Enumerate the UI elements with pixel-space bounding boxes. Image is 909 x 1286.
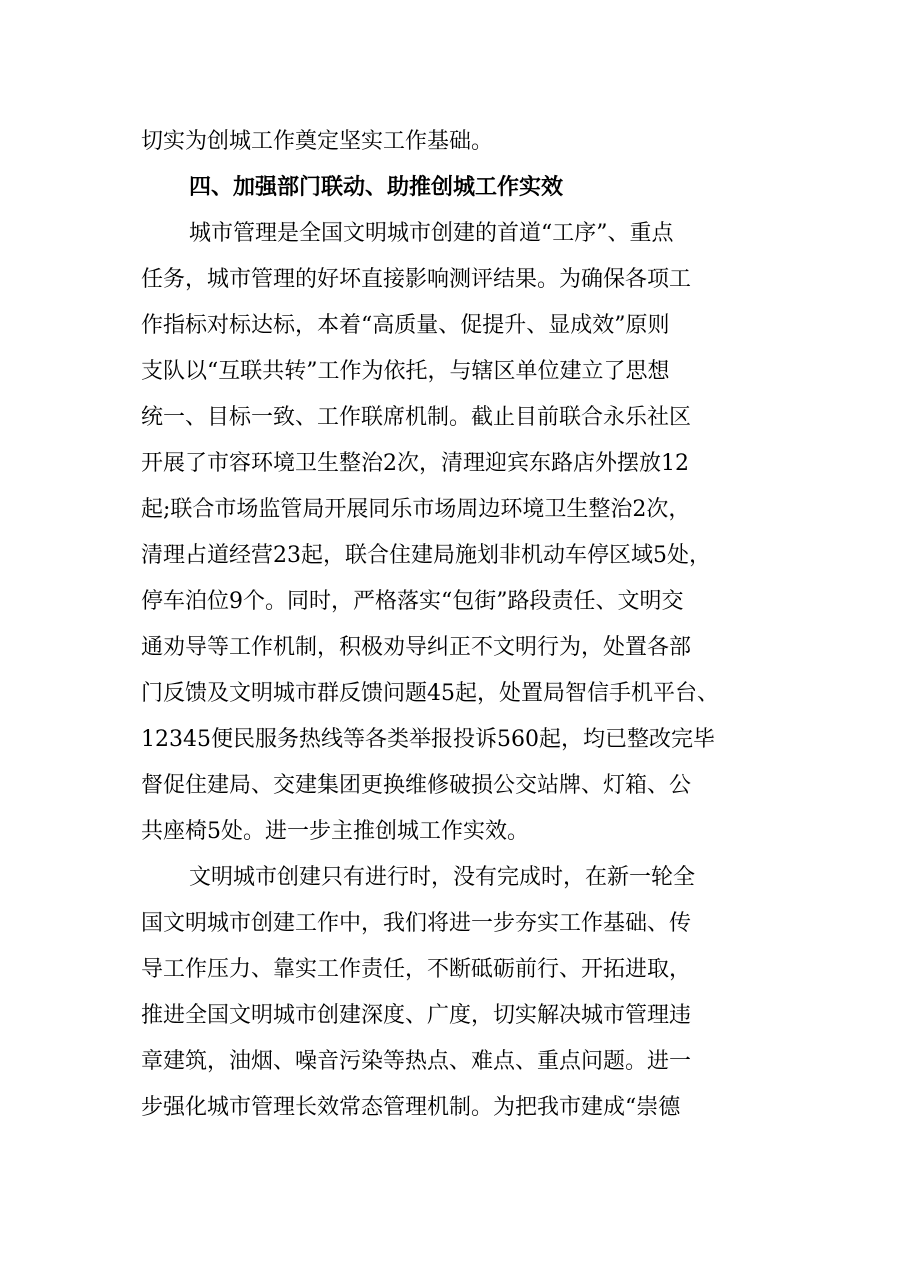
text-line: 任务，城市管理的好坏直接影响测评结果。为确保各项工: [141, 267, 692, 292]
text-line: 12345便民服务热线等各类举报投诉560起，均已整改完毕: [141, 727, 715, 752]
text-line: 国文明城市创建工作中，我们将进一步夯实工作基础、传: [141, 911, 692, 936]
text-line: 导工作压力、靠实工作责任，不断砥砺前行、开拓进取，: [141, 957, 692, 982]
text-line: 共座椅5处。进一步主推创城工作实效。: [141, 819, 529, 844]
text-line: 切实为创城工作奠定坚实工作基础。: [141, 129, 494, 154]
text-line: 统一、目标一致、工作联席机制。截止目前联合永乐社区: [141, 405, 692, 430]
text-line: 门反馈及文明城市群反馈问题45起，处置局智信手机平台、: [141, 681, 719, 706]
text-line: 开展了市容环境卫生整治2次，清理迎宾东路店外摆放12: [141, 451, 689, 476]
section-heading: 四、加强部门联动、助推创城工作实效: [189, 175, 564, 200]
text-line: 通劝导等工作机制，积极劝导纠正不文明行为，处置各部: [141, 635, 692, 660]
text-line: 起;联合市场监管局开展同乐市场周边环境卫生整治2次，: [141, 497, 691, 522]
text-line: 停车泊位9个。同时，严格落实“包街”路段责任、文明交: [141, 589, 684, 614]
text-line: 督促住建局、交建集团更换维修破损公交站牌、灯箱、公: [141, 773, 692, 798]
text-line: 章建筑，油烟、噪音污染等热点、难点、重点问题。进一: [141, 1049, 692, 1074]
text-line: 作指标对标达标，本着“高质量、促提升、显成效”原则: [141, 313, 670, 338]
text-line: 推进全国文明城市创建深度、广度，切实解决城市管理违: [141, 1003, 692, 1028]
text-line: 清理占道经营23起，联合住建局施划非机动车停区域5处，: [141, 543, 711, 568]
text-line: 步强化城市管理长效常态管理机制。为把我市建成“崇德: [141, 1095, 681, 1120]
text-line: 城市管理是全国文明城市创建的首道“工序”、重点: [189, 221, 674, 246]
text-line: 支队以“互联共转”工作为依托，与辖区单位建立了思想: [141, 359, 670, 384]
text-line: 文明城市创建只有进行时，没有完成时，在新一轮全: [189, 865, 696, 890]
